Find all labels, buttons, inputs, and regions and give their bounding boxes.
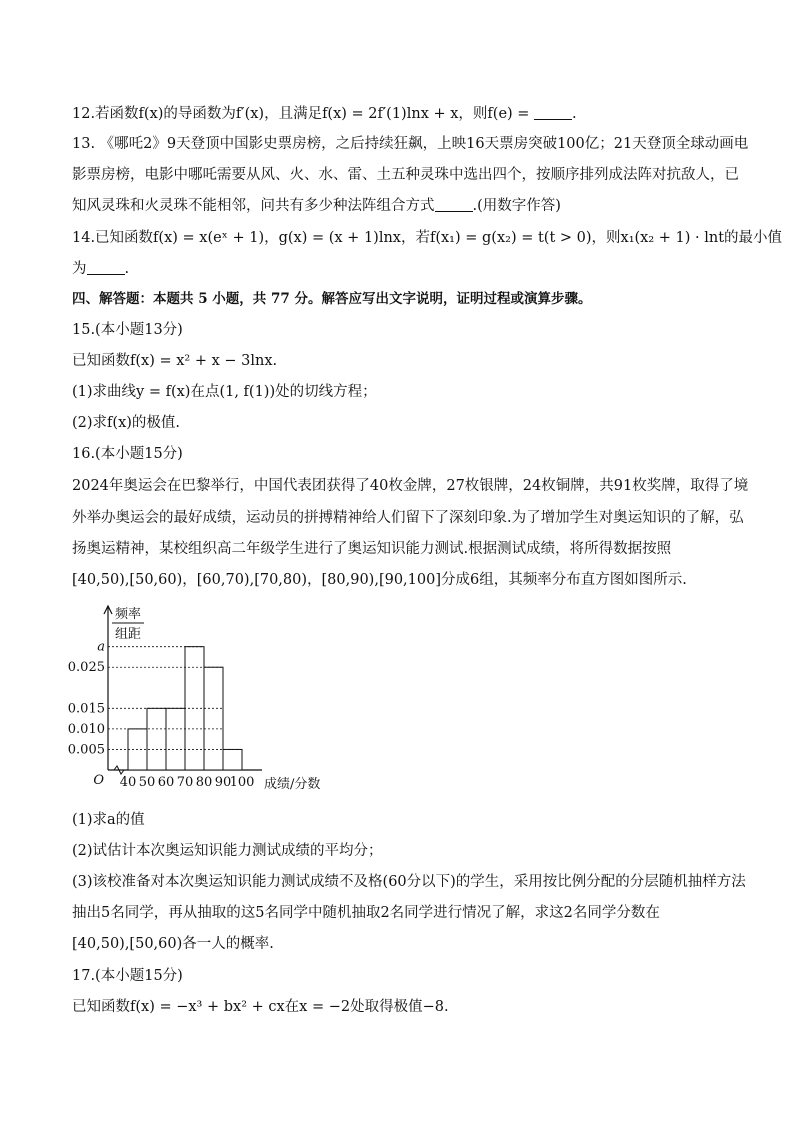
origin-label: O (93, 773, 104, 788)
y-tick-label: a (97, 639, 105, 655)
question-12: 12.若函数f(x)的导函数为f′(x)，且满足f(x) = 2f′(1)lnx + x，则f(e) = . (72, 106, 577, 122)
x-tick-label: 60 (157, 775, 175, 790)
x-tick-label: 50 (138, 775, 156, 790)
question-13-line1: 13. 《哪吒2》9天登顶中国影史票房榜，之后持续狂飙，上映16天票房突破100亿；21天登顶全球动画电 (72, 136, 749, 152)
section-heading: 四、解答题：本题共 5 小题，共 77 分。解答应写出文字说明，证明过程或演算步骤。 (72, 291, 592, 307)
x-tick-label: 90 (214, 775, 232, 790)
q12-text: 12.若函数f(x)的导函数为f′(x)，且满足f(x) = 2f′(1)lnx + x，则f(e) = (72, 106, 535, 122)
frequency-histogram (67, 598, 342, 798)
x-tick-label: 70 (176, 775, 194, 790)
y-axis-label-numerator: 频率 (114, 607, 142, 622)
answer-blank[interactable] (435, 197, 473, 212)
answer-blank[interactable] (87, 260, 125, 275)
question-15-part1: (1)求曲线y = f(x)在点(1, f(1))处的切线方程； (72, 384, 377, 400)
histogram-bar (147, 708, 166, 770)
histogram-bar (166, 708, 185, 770)
histogram-bar (204, 667, 223, 770)
y-axis-label-denominator: 组距 (114, 627, 142, 642)
question-16-part3-line3: [40,50),[50,60)各一人的概率. (72, 936, 274, 952)
question-14-line1: 14.已知函数f(x) = x(eˣ + 1)，g(x) = (x + 1)lnx，若f(x₁) = g(x₂) = t(t > 0)，则x₁(x₂ + 1) · lnt的最小值 (72, 230, 783, 246)
question-15-head: 15.(本小题13分) (72, 322, 183, 338)
x-tick-label: 40 (119, 775, 137, 790)
question-16-line1: 2024年奥运会在巴黎举行，中国代表团获得了40枚金牌，27枚银牌，24枚铜牌，共91枚奖牌，取得了境 (72, 478, 749, 494)
question-16-part1: (1)求a的值 (72, 812, 145, 828)
x-axis-label: 成绩/分数 (264, 777, 321, 792)
question-13-line2: 影票房榜，电影中哪吒需要从风、火、水、雷、土五种灵珠中选出四个，按顺序排列成法阵对抗敌人，已 (72, 167, 739, 183)
question-16-line2: 外举办奥运会的最好成绩，运动员的拼搏精神给人们留下了深刻印象.为了增加学生对奥运知识的了解，弘 (72, 510, 744, 526)
y-tick-label: 0.010 (67, 721, 105, 737)
question-13-line3: 知风灵珠和火灵珠不能相邻，问共有多少种法阵组合方式 .(用数字作答) (72, 198, 561, 214)
question-15-part2: (2)求f(x)的极值. (72, 415, 181, 431)
question-14-line2: 为 . (72, 261, 130, 277)
question-17-head: 17.(本小题15分) (72, 968, 183, 984)
question-16-part2: (2)试估计本次奥运知识能力测试成绩的平均分； (72, 843, 383, 859)
question-16-part3-line1: (3)该校准备对本次奥运知识能力测试成绩不及格(60分以下)的学生，采用按比例分配的分层随机抽样方法 (72, 874, 746, 890)
x-tick-label: 80 (195, 775, 213, 790)
y-tick-label: 0.025 (67, 660, 105, 676)
question-15-stem: 已知函数f(x) = x² + x − 3lnx. (72, 353, 278, 369)
question-16-part3-line2: 抽出5名同学，再从抽取的这5名同学中随机抽取2名同学进行情况了解，求这2名同学分数在 (72, 905, 660, 921)
question-16-line4: [40,50),[50,60)，[60,70),[70,80)，[80,90),[90,100]分成6组，其频率分布直方图如图所示. (72, 572, 687, 588)
histogram-bar (223, 749, 242, 770)
question-16-head: 16.(本小题15分) (72, 446, 183, 462)
x-tick-label: 100 (229, 775, 255, 790)
answer-blank[interactable] (534, 105, 572, 120)
question-17-stem: 已知函数f(x) = −x³ + bx² + cx在x = −2处取得极值−8. (72, 999, 449, 1015)
y-tick-label: 0.015 (67, 701, 105, 717)
histogram-figure (67, 598, 342, 802)
y-tick-label: 0.005 (67, 742, 105, 758)
question-16-line3: 扬奥运精神，某校组织高二年级学生进行了奥运知识能力测试.根据测试成绩，将所得数据按照 (72, 541, 672, 557)
